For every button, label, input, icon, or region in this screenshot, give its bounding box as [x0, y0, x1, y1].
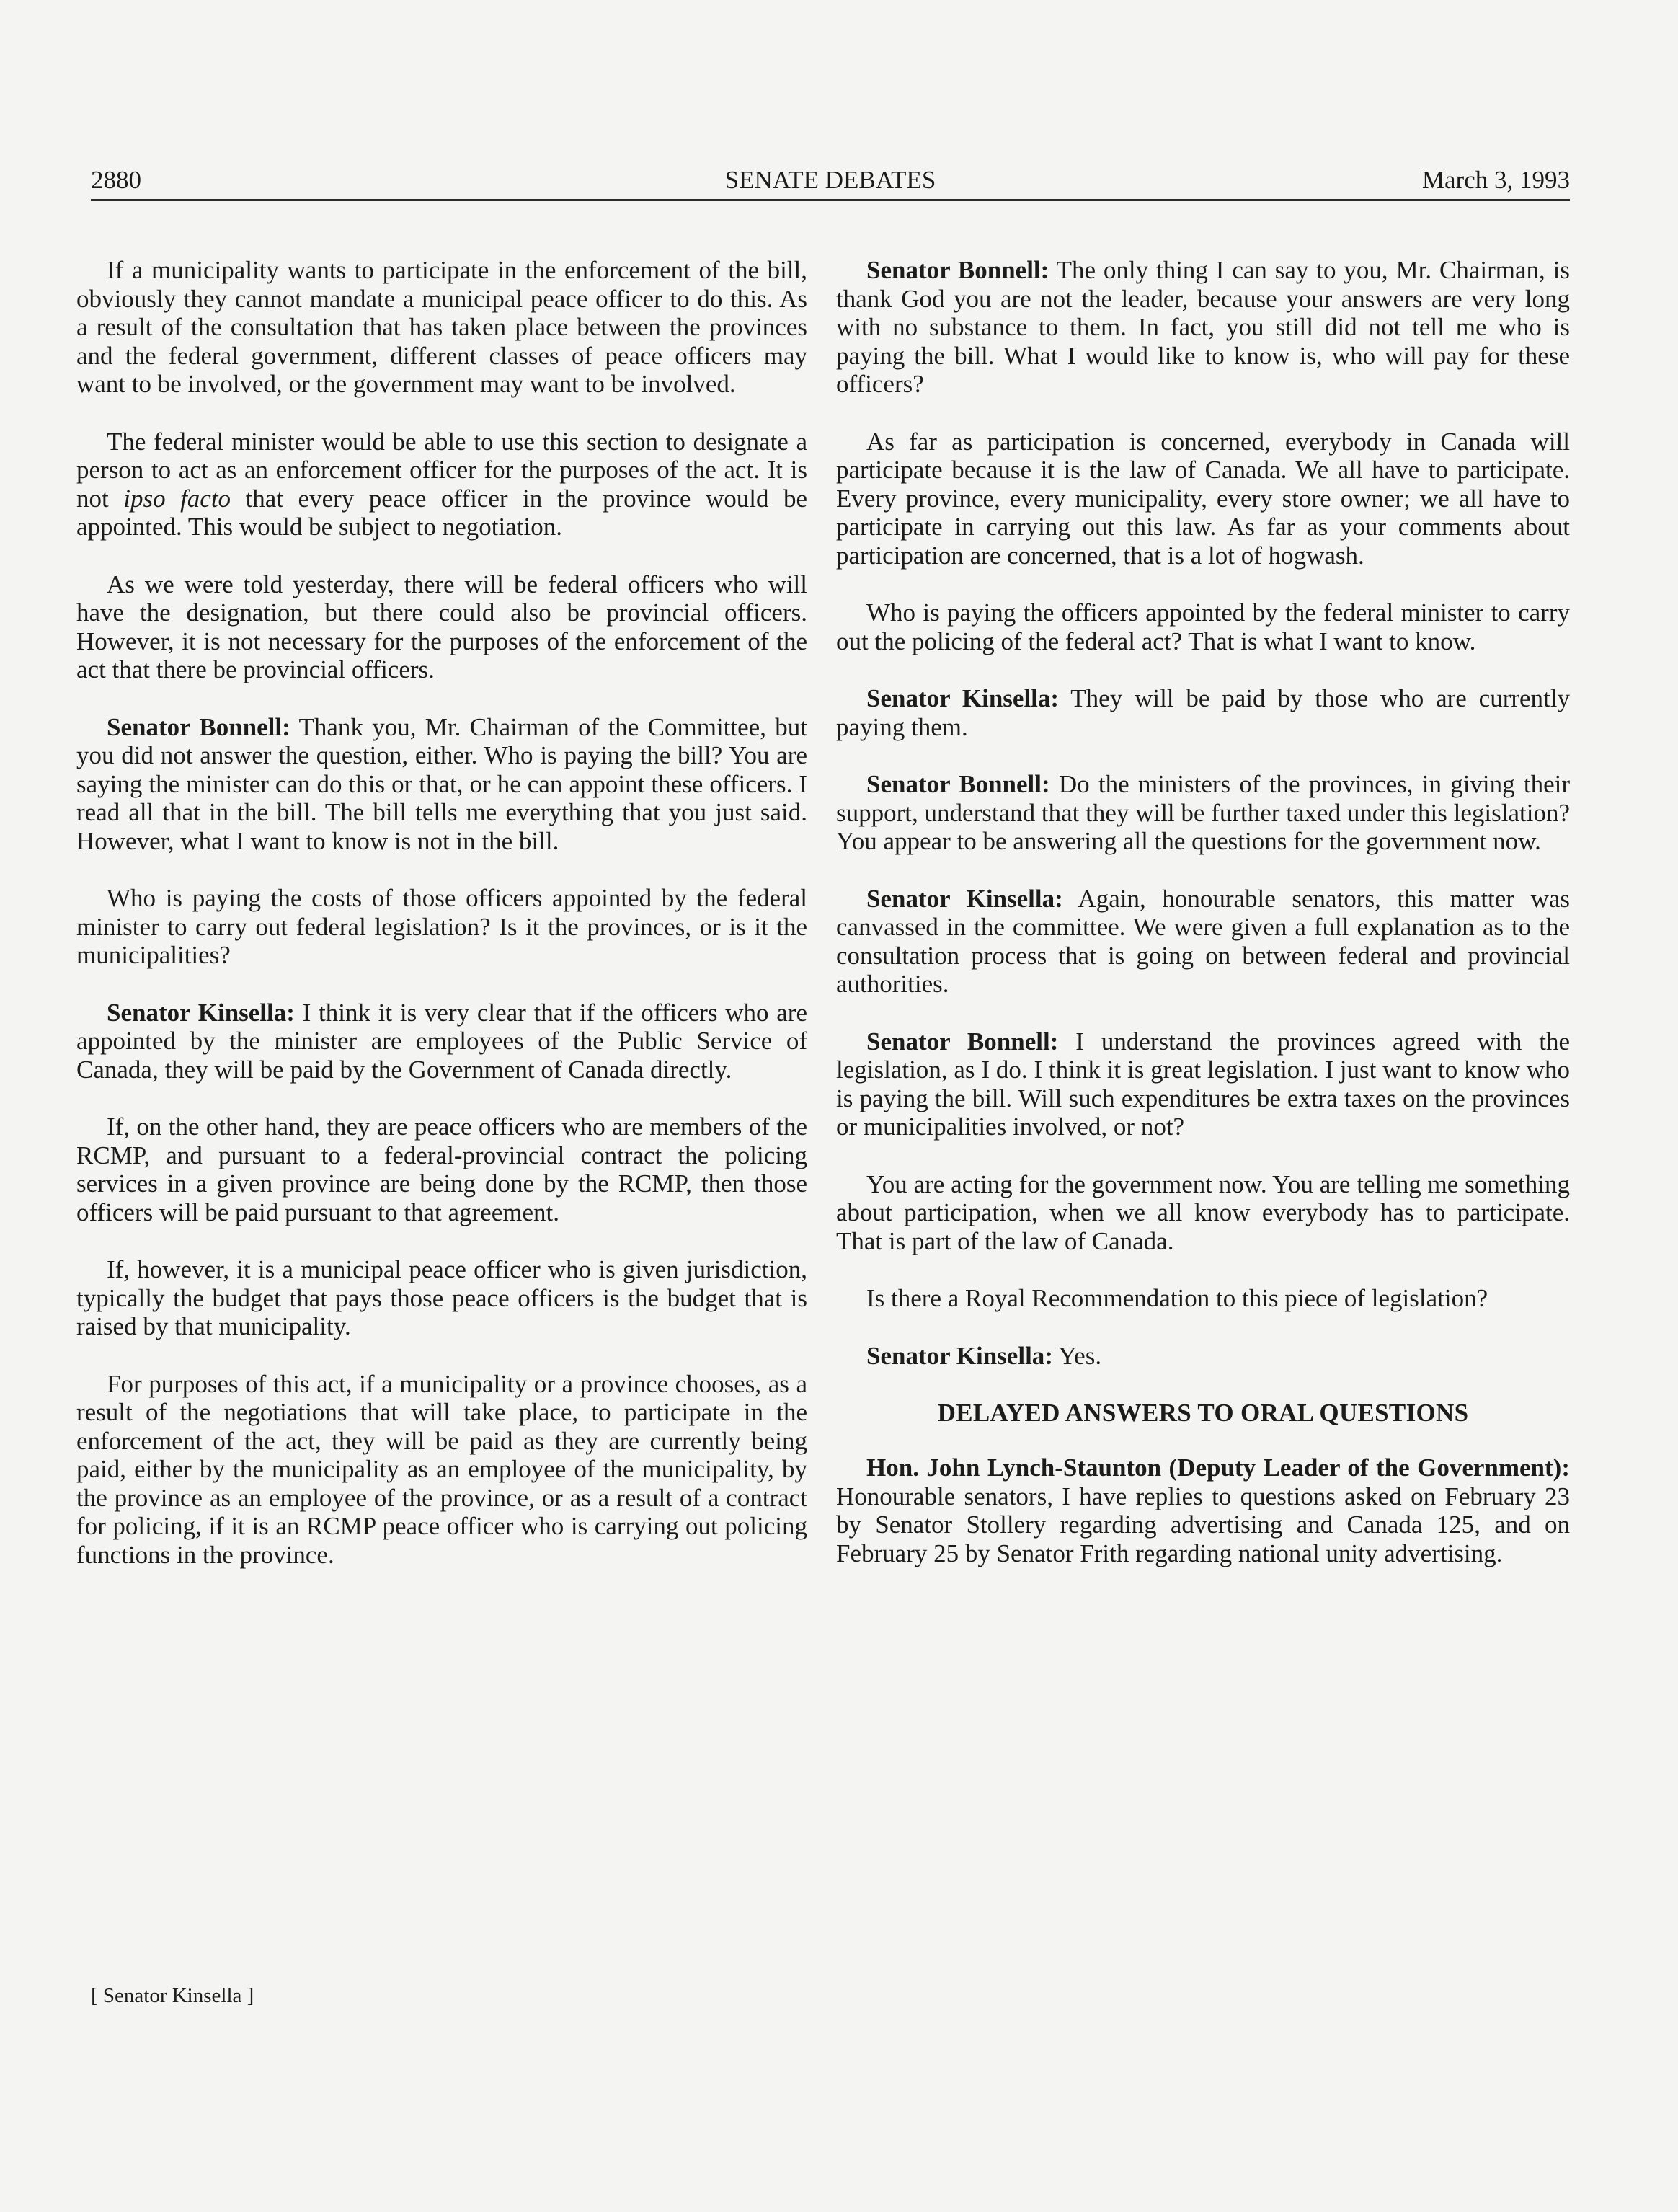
paragraph: For purposes of this act, if a municipality or a province chooses, as a result of the negotiations that will take place, to participate in the enforcement of the act, they will be paid as they are currently being paid, either by the municipality as an employee of the municipality, by the province as an employee of the province, or as a result of a contract for policing, if it is an RCMP peace officer who is carrying out policing functions in the province.: [76, 1369, 807, 1569]
right-column: [836, 256, 1570, 1596]
paragraph: As we were told yesterday, there will be federal officers who will have the designation, but there could also be provincial officers. However, it is not necessary for the purposes of the enforcement of the act that there be provincial officers.: [76, 570, 807, 683]
paragraph: If, however, it is a municipal peace officer who is given jurisdiction, typically the budget that pays those peace officers is the budget that is raised by that municipality.: [76, 1255, 807, 1340]
speech-paragraph: Senator Kinsella: I think it is very clear that if the officers who are appointed by the minister are employees of the Public Service of Canada, they will be paid by the Government of Canada directly.: [76, 998, 807, 1084]
publication-title: SENATE DEBATES: [724, 166, 936, 194]
speaker-name: Senator Kinsella:: [866, 884, 1063, 913]
speech-paragraph: Senator Kinsella: They will be paid by those who are currently paying them.: [836, 684, 1570, 741]
speaker-name: Senator Kinsella:: [866, 1341, 1053, 1370]
section-heading: DELAYED ANSWERS TO ORAL QUESTIONS: [937, 1399, 1469, 1427]
speech-paragraph: Senator Kinsella: Again, honourable senators, this matter was canvassed in the committee. We were given a full explanation as to the consultation process that is going on between federal and provincial authorities.: [836, 884, 1570, 998]
paragraph: Who is paying the officers appointed by the federal minister to carry out the policing of the federal act? That is what I want to know.: [836, 598, 1570, 655]
speaker-name: Senator Bonnell:: [107, 712, 290, 741]
speech-paragraph: Senator Bonnell: Do the ministers of the provinces, in giving their support, understand that they will be further taxed under this legislation? You appear to be answering all the questions for the government now.: [836, 770, 1571, 855]
italic-phrase: ipso facto: [123, 484, 231, 513]
paragraph: If a municipality wants to participate in the enforcement of the bill, obviously they cannot mandate a municipal peace officer to do this. As a result of the consultation that has taken place between the provinces and the federal government, different classes of peace officers may want to be involved, or the government may want to be involved.: [76, 256, 807, 398]
speaker-name: Senator Bonnell:: [866, 256, 1049, 284]
speaker-name: Senator Kinsella:: [866, 684, 1060, 712]
paragraph: As far as participation is concerned, everybody in Canada will participate because it is the law of Canada. We all have to participate. Every province, every municipality, every store owner; we all have to participate in carrying out this law. As far as your comments about participation are concerned, that is a lot of hogwash.: [836, 427, 1570, 570]
speech-paragraph: Senator Bonnell: I understand the provinces agreed with the legislation, as I do. I think it is great legislation. I just want to know who is paying the bill. Will such expenditures be extra taxes on the provinces or municipalities involved, or not?: [836, 1027, 1571, 1141]
speech-paragraph: Senator Kinsella: Yes.: [866, 1341, 1102, 1370]
publication-date: March 3, 1993: [1421, 166, 1570, 194]
speech-paragraph: Hon. John Lynch-Staunton (Deputy Leader of the Government): Honourable senators, I have replies to questions asked on February 23 by Senator Stollery regarding advertising and Canada 125, and on February 25 by Senator Frith regarding national unity advertising.: [836, 1454, 1570, 1567]
speaker-name: Senator Bonnell:: [866, 1027, 1059, 1056]
speech-paragraph: Senator Bonnell: Thank you, Mr. Chairman of the Committee, but you did not answer the question, either. Who is paying the bill? You are saying the minister can do this or that, or he can appoint these officers. I read all that in the bill. The bill tells me everything that you just said. However, what I want to know is not in the bill.: [76, 712, 808, 855]
speaker-name: Senator Bonnell:: [866, 770, 1050, 798]
paragraph: Who is paying the costs of those officers appointed by the federal minister to carry out federal legislation? Is it the provinces, or is it the municipalities?: [76, 884, 807, 969]
page-header: [91, 164, 1570, 201]
paragraph: You are acting for the government now. You are telling me something about participation, when we all know everybody has to participate. That is part of the law of Canada.: [836, 1169, 1570, 1255]
page-number: 2880: [91, 166, 141, 194]
left-column: [76, 256, 807, 1598]
speaker-name: Hon. John Lynch-Staunton (Deputy Leader of the Government):: [866, 1454, 1570, 1482]
page-footer: [ Senator Kinsella ]: [91, 1984, 254, 2007]
speech-paragraph: Senator Bonnell: The only thing I can say to you, Mr. Chairman, is thank God you are not the leader, because your answers are very long with no substance to them. In fact, you still did not tell me who is paying the bill. What I would like to know is, who will pay for these officers?: [836, 256, 1571, 398]
paragraph: If, on the other hand, they are peace officers who are members of the RCMP, and pursuant to a federal-provincial contract the policing services in a given province are being done by the RCMP, then those officers will be paid pursuant to that agreement.: [76, 1112, 807, 1226]
speaker-name: Senator Kinsella:: [107, 998, 295, 1027]
paragraph: Is there a Royal Recommendation to this piece of legislation?: [866, 1284, 1488, 1312]
paragraph: The federal minister would be able to use this section to designate a person to act as an enforcement officer for the purposes of the act. It is not ipso facto that every peace officer in the province would be appointed. This would be subject to negotiation.: [76, 427, 807, 541]
